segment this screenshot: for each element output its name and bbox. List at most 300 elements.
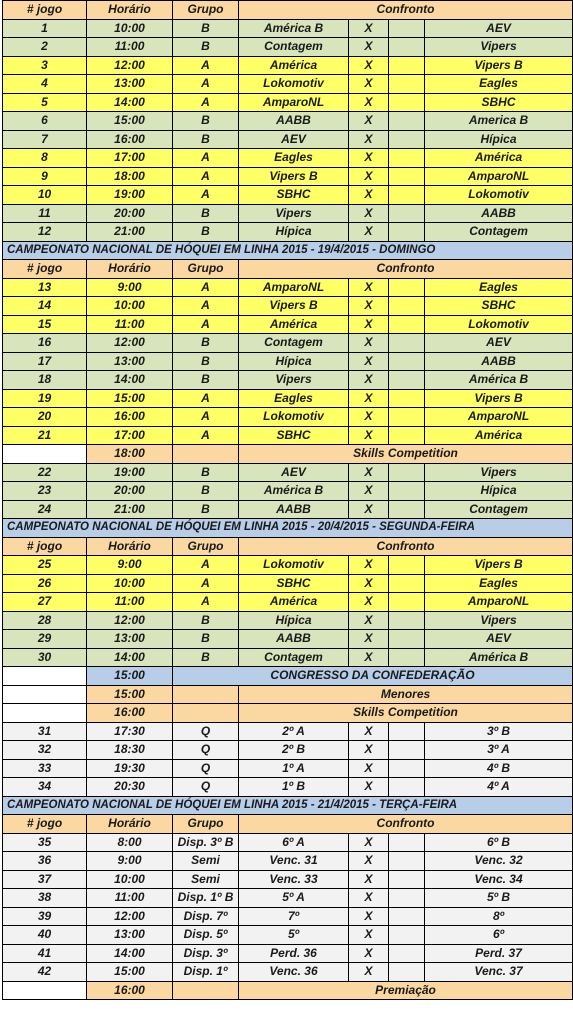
versus-mark: X (349, 19, 389, 38)
game-number: 13 (3, 278, 87, 297)
game-group: B (173, 630, 239, 649)
versus-mark: X (349, 926, 389, 945)
spacer-cell (389, 759, 425, 778)
game-group: B (173, 130, 239, 149)
game-group: A (173, 149, 239, 168)
event-time: 18:00 (87, 445, 173, 464)
game-row (3, 93, 573, 112)
game-number: 28 (3, 611, 87, 630)
spacer-cell (389, 56, 425, 75)
home-team: 5º A (239, 889, 349, 908)
game-group: Disp. 1º (173, 963, 239, 982)
home-team: Contagem (239, 38, 349, 57)
game-time: 15:00 (87, 389, 173, 408)
game-time: 17:00 (87, 149, 173, 168)
away-team: Vipers B (425, 56, 573, 75)
event-time: 16:00 (87, 981, 173, 1000)
event-spacer (173, 445, 239, 464)
versus-mark: X (349, 315, 389, 334)
game-number: 3 (3, 56, 87, 75)
spacer-cell (389, 408, 425, 427)
game-number: 10 (3, 186, 87, 205)
away-team: America B (425, 112, 573, 131)
game-number: 30 (3, 648, 87, 667)
away-team: AmparoNL (425, 593, 573, 612)
home-team: Lokomotiv (239, 408, 349, 427)
game-row (3, 741, 573, 760)
game-group: A (173, 93, 239, 112)
home-team: América (239, 315, 349, 334)
game-group: Disp. 3º (173, 944, 239, 963)
home-team: AmparoNL (239, 93, 349, 112)
game-group: B (173, 611, 239, 630)
game-number: 18 (3, 371, 87, 390)
spacer-cell (389, 741, 425, 760)
away-team: 4º B (425, 759, 573, 778)
game-time: 16:00 (87, 130, 173, 149)
game-group: B (173, 112, 239, 131)
spacer-cell (389, 223, 425, 242)
game-time: 9:00 (87, 852, 173, 871)
header-matchup: Confronto (239, 260, 573, 279)
game-row (3, 186, 573, 205)
header-group: Grupo (173, 815, 239, 834)
header-time: Horário (87, 1, 173, 20)
spacer-cell (389, 112, 425, 131)
header-num: # jogo (3, 537, 87, 556)
game-number: 23 (3, 482, 87, 501)
home-team: Contagem (239, 648, 349, 667)
away-team: 3º A (425, 741, 573, 760)
game-row (3, 75, 573, 94)
game-number: 24 (3, 500, 87, 519)
game-row (3, 19, 573, 38)
day-title-row (3, 796, 573, 815)
away-team: 8º (425, 907, 573, 926)
home-team: 5º (239, 926, 349, 945)
game-group: Q (173, 759, 239, 778)
event-blank (3, 704, 87, 723)
versus-mark: X (349, 334, 389, 353)
versus-mark: X (349, 297, 389, 316)
game-time: 11:00 (87, 315, 173, 334)
away-team: Vipers (425, 611, 573, 630)
header-row (3, 260, 573, 279)
home-team: Hípica (239, 611, 349, 630)
game-group: B (173, 371, 239, 390)
away-team: Hípica (425, 130, 573, 149)
versus-mark: X (349, 186, 389, 205)
spacer-cell (389, 778, 425, 797)
game-time: 17:30 (87, 722, 173, 741)
spacer-cell (389, 315, 425, 334)
game-group: A (173, 186, 239, 205)
spacer-cell (389, 852, 425, 871)
game-time: 13:00 (87, 75, 173, 94)
game-time: 13:00 (87, 630, 173, 649)
spacer-cell (389, 556, 425, 575)
versus-mark: X (349, 907, 389, 926)
game-time: 12:00 (87, 907, 173, 926)
header-matchup: Confronto (239, 537, 573, 556)
home-team: América B (239, 19, 349, 38)
game-row (3, 112, 573, 131)
game-group: Q (173, 722, 239, 741)
home-team: SBHC (239, 574, 349, 593)
game-number: 26 (3, 574, 87, 593)
game-row (3, 371, 573, 390)
header-time: Horário (87, 815, 173, 834)
game-group: A (173, 574, 239, 593)
home-team: SBHC (239, 186, 349, 205)
spacer-cell (389, 38, 425, 57)
game-time: 11:00 (87, 889, 173, 908)
game-number: 29 (3, 630, 87, 649)
away-team: SBHC (425, 297, 573, 316)
spacer-cell (389, 93, 425, 112)
versus-mark: X (349, 463, 389, 482)
game-group: A (173, 315, 239, 334)
game-row (3, 907, 573, 926)
game-row (3, 722, 573, 741)
game-row (3, 833, 573, 852)
home-team: Vipers (239, 371, 349, 390)
away-team: 6º B (425, 833, 573, 852)
game-group: B (173, 19, 239, 38)
home-team: Venc. 36 (239, 963, 349, 982)
header-group: Grupo (173, 537, 239, 556)
away-team: AmparoNL (425, 408, 573, 427)
versus-mark: X (349, 389, 389, 408)
versus-mark: X (349, 870, 389, 889)
home-team: Lokomotiv (239, 556, 349, 575)
game-time: 20:00 (87, 204, 173, 223)
game-group: B (173, 223, 239, 242)
versus-mark: X (349, 167, 389, 186)
game-row (3, 611, 573, 630)
home-team: Lokomotiv (239, 75, 349, 94)
event-blank (3, 445, 87, 464)
away-team: Contagem (425, 500, 573, 519)
game-row (3, 315, 573, 334)
game-number: 1 (3, 19, 87, 38)
game-row (3, 963, 573, 982)
game-row (3, 926, 573, 945)
game-group: A (173, 75, 239, 94)
event-label: Skills Competition (239, 704, 573, 723)
spacer-cell (389, 426, 425, 445)
versus-mark: X (349, 759, 389, 778)
game-time: 21:00 (87, 500, 173, 519)
event-blank (3, 981, 87, 1000)
away-team: Contagem (425, 223, 573, 242)
away-team: Venc. 34 (425, 870, 573, 889)
game-row (3, 778, 573, 797)
game-time: 10:00 (87, 870, 173, 889)
game-time: 10:00 (87, 19, 173, 38)
day-title-row (3, 519, 573, 538)
game-time: 13:00 (87, 926, 173, 945)
game-group: A (173, 389, 239, 408)
versus-mark: X (349, 852, 389, 871)
header-num: # jogo (3, 1, 87, 20)
versus-mark: X (349, 630, 389, 649)
header-matchup: Confronto (239, 815, 573, 834)
event-row (3, 667, 573, 686)
home-team: SBHC (239, 426, 349, 445)
spacer-cell (389, 389, 425, 408)
game-group: Semi (173, 852, 239, 871)
versus-mark: X (349, 778, 389, 797)
versus-mark: X (349, 500, 389, 519)
schedule-table (2, 0, 573, 1000)
event-blank (3, 667, 87, 686)
game-row (3, 852, 573, 871)
versus-mark: X (349, 93, 389, 112)
header-time: Horário (87, 537, 173, 556)
versus-mark: X (349, 75, 389, 94)
game-group: A (173, 167, 239, 186)
spacer-cell (389, 833, 425, 852)
home-team: América (239, 56, 349, 75)
spacer-cell (389, 204, 425, 223)
game-number: 17 (3, 352, 87, 371)
home-team: AABB (239, 500, 349, 519)
event-time: 15:00 (87, 685, 173, 704)
game-time: 11:00 (87, 38, 173, 57)
versus-mark: X (349, 130, 389, 149)
home-team: América B (239, 482, 349, 501)
event-row (3, 685, 573, 704)
game-row (3, 500, 573, 519)
away-team: América (425, 149, 573, 168)
home-team: 6º A (239, 833, 349, 852)
game-time: 18:00 (87, 167, 173, 186)
home-team: Hípica (239, 352, 349, 371)
away-team: Lokomotiv (425, 186, 573, 205)
versus-mark: X (349, 833, 389, 852)
home-team: Vipers B (239, 297, 349, 316)
home-team: Vipers (239, 204, 349, 223)
away-team: Hípica (425, 482, 573, 501)
away-team: AEV (425, 630, 573, 649)
game-row (3, 223, 573, 242)
home-team: Eagles (239, 389, 349, 408)
spacer-cell (389, 352, 425, 371)
game-row (3, 889, 573, 908)
game-time: 8:00 (87, 833, 173, 852)
home-team: Vipers B (239, 167, 349, 186)
away-team: Vipers (425, 463, 573, 482)
spacer-cell (389, 297, 425, 316)
game-number: 32 (3, 741, 87, 760)
game-time: 20:00 (87, 482, 173, 501)
game-number: 4 (3, 75, 87, 94)
game-number: 12 (3, 223, 87, 242)
game-time: 9:00 (87, 278, 173, 297)
versus-mark: X (349, 944, 389, 963)
away-team: América B (425, 648, 573, 667)
game-number: 21 (3, 426, 87, 445)
game-number: 8 (3, 149, 87, 168)
game-row (3, 870, 573, 889)
spacer-cell (389, 19, 425, 38)
game-time: 15:00 (87, 963, 173, 982)
versus-mark: X (349, 149, 389, 168)
game-group: Disp. 7º (173, 907, 239, 926)
home-team: Contagem (239, 334, 349, 353)
game-group: A (173, 556, 239, 575)
versus-mark: X (349, 574, 389, 593)
game-number: 40 (3, 926, 87, 945)
spacer-cell (389, 482, 425, 501)
header-row (3, 537, 573, 556)
game-time: 19:30 (87, 759, 173, 778)
versus-mark: X (349, 112, 389, 131)
game-group: Semi (173, 870, 239, 889)
spacer-cell (389, 278, 425, 297)
away-team: Vipers (425, 38, 573, 57)
spacer-cell (389, 149, 425, 168)
away-team: SBHC (425, 93, 573, 112)
home-team: 7º (239, 907, 349, 926)
game-number: 38 (3, 889, 87, 908)
game-number: 2 (3, 38, 87, 57)
game-group: B (173, 334, 239, 353)
game-row (3, 297, 573, 316)
game-group: B (173, 38, 239, 57)
game-row (3, 648, 573, 667)
spacer-cell (389, 889, 425, 908)
versus-mark: X (349, 426, 389, 445)
game-number: 27 (3, 593, 87, 612)
away-team: 4º A (425, 778, 573, 797)
game-group: A (173, 278, 239, 297)
spacer-cell (389, 574, 425, 593)
home-team: AEV (239, 130, 349, 149)
game-number: 22 (3, 463, 87, 482)
versus-mark: X (349, 593, 389, 612)
game-row (3, 334, 573, 353)
away-team: AABB (425, 352, 573, 371)
spacer-cell (389, 722, 425, 741)
game-time: 14:00 (87, 944, 173, 963)
game-time: 14:00 (87, 648, 173, 667)
event-time: 15:00 (87, 667, 173, 686)
versus-mark: X (349, 556, 389, 575)
away-team: Venc. 32 (425, 852, 573, 871)
event-spacer (173, 981, 239, 1000)
game-row (3, 426, 573, 445)
game-time: 15:00 (87, 112, 173, 131)
event-spacer (173, 704, 239, 723)
game-number: 39 (3, 907, 87, 926)
home-team: AABB (239, 630, 349, 649)
versus-mark: X (349, 204, 389, 223)
spacer-cell (389, 130, 425, 149)
game-time: 14:00 (87, 371, 173, 390)
game-row (3, 482, 573, 501)
spacer-cell (389, 907, 425, 926)
game-number: 7 (3, 130, 87, 149)
header-time: Horário (87, 260, 173, 279)
spacer-cell (389, 611, 425, 630)
game-group: Disp. 5º (173, 926, 239, 945)
home-team: 1º A (239, 759, 349, 778)
versus-mark: X (349, 722, 389, 741)
game-number: 37 (3, 870, 87, 889)
event-row (3, 704, 573, 723)
game-row (3, 759, 573, 778)
versus-mark: X (349, 408, 389, 427)
spacer-cell (389, 167, 425, 186)
spacer-cell (389, 926, 425, 945)
versus-mark: X (349, 648, 389, 667)
spacer-cell (389, 186, 425, 205)
day-title: CAMPEONATO NACIONAL DE HÓQUEI EM LINHA 2015 - 19/4/2015 - DOMINGO (3, 241, 573, 260)
away-team: Perd. 37 (425, 944, 573, 963)
game-time: 12:00 (87, 56, 173, 75)
day-title: CAMPEONATO NACIONAL DE HÓQUEI EM LINHA 2015 - 20/4/2015 - SEGUNDA-FEIRA (3, 519, 573, 538)
away-team: Eagles (425, 574, 573, 593)
game-group: A (173, 56, 239, 75)
game-number: 14 (3, 297, 87, 316)
versus-mark: X (349, 56, 389, 75)
home-team: AEV (239, 463, 349, 482)
spacer-cell (389, 630, 425, 649)
home-team: Eagles (239, 149, 349, 168)
home-team: AmparoNL (239, 278, 349, 297)
spacer-cell (389, 593, 425, 612)
game-time: 19:00 (87, 186, 173, 205)
away-team: AABB (425, 204, 573, 223)
game-group: B (173, 204, 239, 223)
game-number: 6 (3, 112, 87, 131)
spacer-cell (389, 963, 425, 982)
game-time: 10:00 (87, 297, 173, 316)
event-blank (3, 685, 87, 704)
game-number: 20 (3, 408, 87, 427)
day-title: CAMPEONATO NACIONAL DE HÓQUEI EM LINHA 2015 - 21/4/2015 - TERÇA-FEIRA (3, 796, 573, 815)
game-row (3, 463, 573, 482)
game-time: 16:00 (87, 408, 173, 427)
game-time: 17:00 (87, 426, 173, 445)
game-number: 31 (3, 722, 87, 741)
home-team: Venc. 33 (239, 870, 349, 889)
versus-mark: X (349, 371, 389, 390)
away-team: Lokomotiv (425, 315, 573, 334)
game-group: A (173, 593, 239, 612)
game-group: Disp. 1º B (173, 889, 239, 908)
away-team: AmparoNL (425, 167, 573, 186)
spacer-cell (389, 463, 425, 482)
game-number: 35 (3, 833, 87, 852)
home-team: 1º B (239, 778, 349, 797)
header-group: Grupo (173, 1, 239, 20)
game-row (3, 352, 573, 371)
game-row (3, 204, 573, 223)
home-team: Venc. 31 (239, 852, 349, 871)
event-label: Skills Competition (239, 445, 573, 464)
game-row (3, 556, 573, 575)
game-time: 9:00 (87, 556, 173, 575)
game-number: 34 (3, 778, 87, 797)
away-team: Eagles (425, 278, 573, 297)
versus-mark: X (349, 889, 389, 908)
header-num: # jogo (3, 815, 87, 834)
versus-mark: X (349, 223, 389, 242)
game-group: Q (173, 778, 239, 797)
